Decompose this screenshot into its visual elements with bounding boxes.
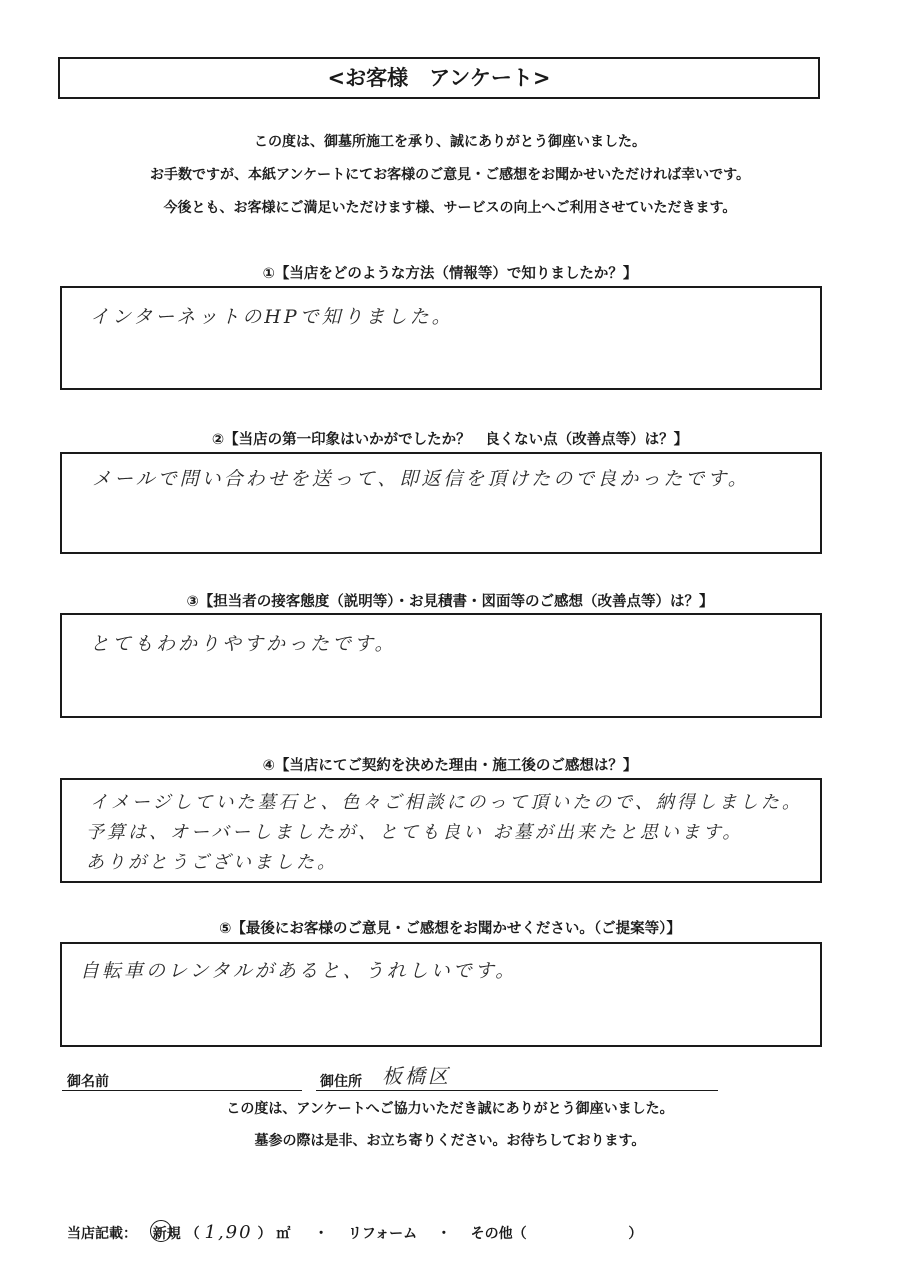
question-4-label: ④【当店にてご契約を決めた理由・施工後のご感想は？】 [262, 758, 638, 774]
other-close: ） [628, 1226, 643, 1242]
question-3-label: ③【担当者の接客態度（説明等）・お見積書・図面等のご感想（改善点等）は？】 [186, 594, 714, 610]
name-label: 御名前 [67, 1074, 109, 1090]
store-note-label: 当店記載： [67, 1226, 137, 1242]
closing-line-2: 墓参の際は是非、お立ち寄りください。お待ちしております。 [254, 1133, 646, 1149]
question-2-label: ②【当店の第一印象はいかがでしたか？ 良くない点（改善点等）は？】 [211, 432, 689, 448]
area-unit: ㎡ [276, 1226, 291, 1242]
area-open-paren: （ [185, 1226, 200, 1242]
question-4-answer-line-3: ありがとうございました。 [86, 852, 338, 873]
new-checkbox-circle[interactable] [153, 1223, 181, 1243]
other-label[interactable]: その他（ [470, 1226, 527, 1242]
question-5-label: ⑤【最後にお客様のご意見・ご感想をお聞かせください。（ご提案等）】 [219, 921, 681, 937]
new-label: 新規 [152, 1226, 181, 1242]
store-note [67, 1222, 642, 1243]
intro-line-2: お手数ですが、本紙アンケートにてお客様のご意見・ご感想をお聞かせいただければ幸いです。 [149, 167, 751, 183]
address-underline [316, 1090, 718, 1091]
address-value[interactable]: 板橋区 [382, 1064, 451, 1088]
question-3-answer-box[interactable] [60, 613, 822, 718]
question-3-answer-line-1: とてもわかりやすかったです。 [90, 633, 397, 655]
area-value[interactable]: 1,90 [204, 1222, 253, 1243]
separator-1: ・ [314, 1226, 329, 1242]
reform-label[interactable]: リフォーム [347, 1226, 418, 1242]
intro-line-1: この度は、御墓所施工を承り、誠にありがとう御座いました。 [254, 134, 646, 150]
question-2-answer-box[interactable] [60, 452, 822, 554]
closing-line-1: この度は、アンケートへご協力いただき誠にありがとう御座いました。 [226, 1101, 674, 1117]
survey-title: <お客様 アンケート> [58, 57, 820, 99]
question-1-answer-line-1: インターネットのHPで知りました。 [90, 306, 454, 328]
question-4-answer-line-2: 予算は、オーバーしましたが、とても良い お墓が出来たと思います。 [86, 822, 744, 843]
question-2-answer-line-1: メールで問い合わせを送って、即返信を頂けたので良かったです。 [92, 468, 750, 490]
question-4-answer-line-1: イメージしていた墓石と、色々ご相談にのって頂いたので、納得しました。 [90, 792, 803, 813]
area-close-paren: ） [257, 1226, 272, 1242]
separator-2: ・ [436, 1226, 451, 1242]
question-5-answer-box[interactable] [60, 942, 822, 1047]
question-1-label: ①【当店をどのような方法（情報等）で知りましたか？】 [262, 266, 638, 282]
question-5-answer-line-1: 自転車のレンタルがあると、うれしいです。 [80, 960, 518, 982]
question-4-answer-box[interactable] [60, 778, 822, 883]
name-underline [62, 1090, 302, 1091]
intro-line-3: 今後とも、お客様にご満足いただけます様、サービスの向上へご利用させていただきます。 [163, 200, 737, 216]
address-label: 御住所 [320, 1074, 362, 1090]
question-1-answer-box[interactable] [60, 286, 822, 390]
